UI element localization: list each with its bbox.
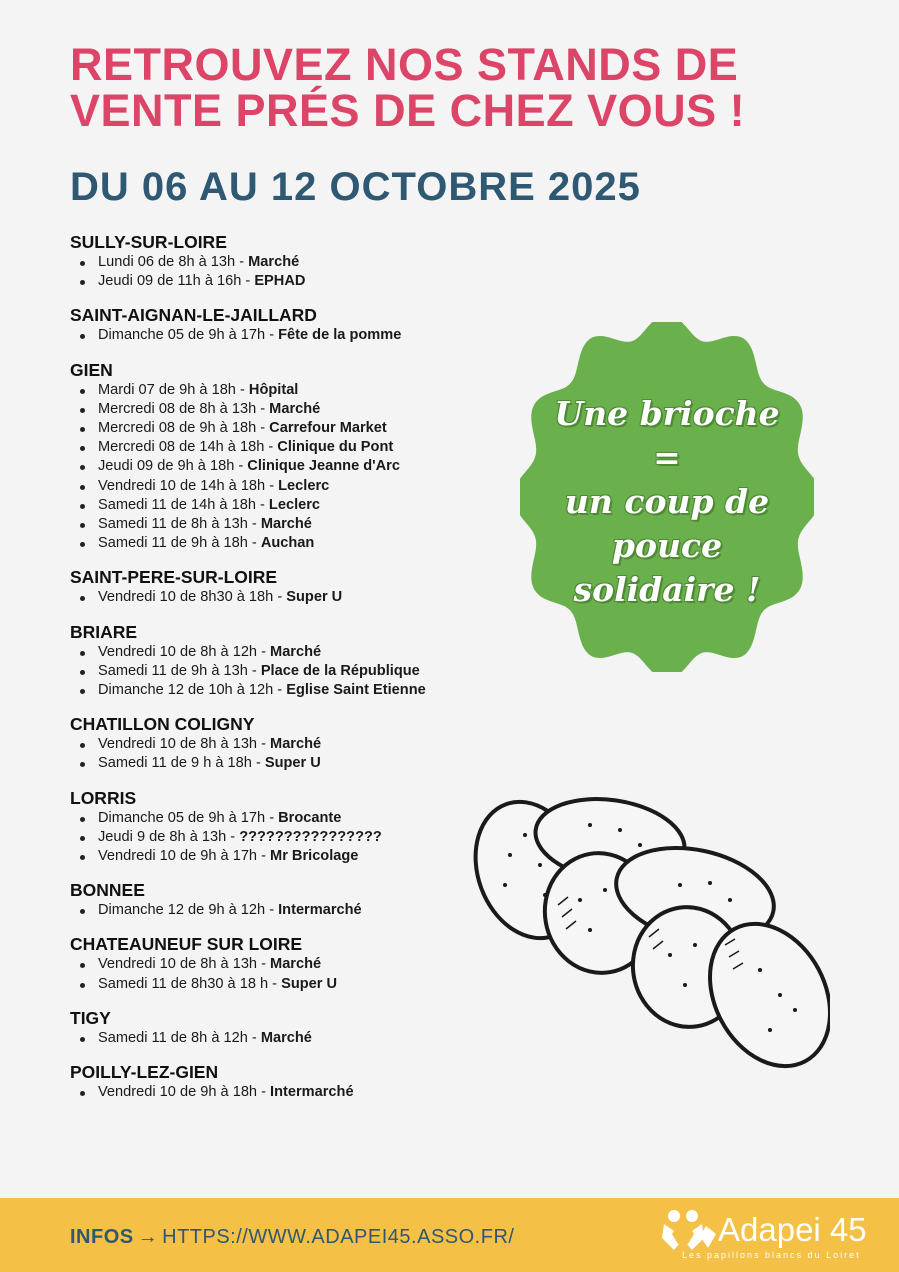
event-item — [70, 515, 500, 534]
event-item — [70, 828, 500, 847]
event-time: Vendredi 10 de 8h30 à 18h - — [98, 589, 287, 606]
website-link[interactable]: HTTPS://WWW.ADAPEI45.ASSO.FR/ — [162, 1226, 515, 1248]
event-item — [70, 400, 500, 419]
event-list — [70, 643, 500, 701]
event-item — [70, 847, 500, 866]
location-name: TIGY — [70, 1007, 111, 1028]
event-list — [70, 588, 500, 607]
event-venue: Clinique Jeanne d'Arc — [247, 458, 400, 475]
event-time: Vendredi 10 de 8h à 12h - — [98, 643, 271, 660]
event-venue: Marché — [260, 1029, 312, 1046]
location-name: CHATILLON COLIGNY — [70, 714, 255, 735]
locations-list — [70, 232, 500, 1116]
event-venue: Super U — [264, 755, 321, 772]
event-list — [70, 955, 500, 993]
event-venue: Place de la République — [260, 662, 420, 679]
location-name: SAINT-AIGNAN-LE-JAILLARD — [70, 305, 317, 326]
event-venue: Eglise Saint Etienne — [286, 682, 426, 699]
arrow-right-icon: → — [137, 1226, 159, 1248]
event-item — [70, 534, 500, 553]
title-line-1: RETROUVEZ NOS STANDS DE — [70, 39, 739, 90]
event-time: Samedi 11 de 8h30 à 18 h - — [98, 975, 282, 992]
event-venue: Intermarché — [278, 902, 362, 919]
event-venue: Marché — [270, 643, 322, 660]
location-section — [70, 232, 500, 291]
location-name: SULLY-SUR-LOIRE — [70, 232, 227, 252]
event-venue: Leclerc — [278, 477, 330, 494]
event-venue: Leclerc — [268, 496, 321, 513]
event-time: Samedi 11 de 14h à 18h - — [98, 496, 269, 513]
event-time: Vendredi 10 de 8h à 13h - — [98, 956, 271, 973]
event-item — [70, 735, 500, 754]
logo-tagline: Les papillons blancs du Loiret — [682, 1250, 861, 1260]
event-time: Vendredi 10 de 9h à 18h - — [98, 1084, 271, 1101]
event-item — [70, 381, 500, 400]
badge-line-2: = — [653, 438, 681, 477]
event-venue: Marché — [270, 736, 322, 753]
event-list — [70, 1083, 500, 1102]
badge-line-1: Une brioche — [554, 394, 780, 433]
badge-line-5: solidaire ! — [573, 570, 761, 609]
event-venue: Marché — [260, 516, 312, 533]
event-venue: EPHAD — [254, 273, 306, 290]
event-item — [70, 1029, 500, 1048]
badge-line-4: pouce — [611, 526, 723, 565]
location-name: LORRIS — [70, 787, 137, 808]
location-section — [70, 788, 500, 867]
location-section — [70, 1008, 500, 1048]
location-section — [70, 567, 500, 607]
footer-bar — [0, 1198, 899, 1272]
event-time: Samedi 11 de 8h à 13h - — [98, 516, 261, 533]
location-section — [70, 714, 500, 773]
event-item — [70, 643, 500, 662]
event-list — [70, 326, 500, 345]
event-list — [70, 1029, 500, 1048]
event-item — [70, 253, 500, 272]
event-time: Dimanche 05 de 9h à 17h - — [98, 809, 279, 826]
location-name: POILLY-LEZ-GIEN — [70, 1062, 219, 1083]
event-item — [70, 662, 500, 681]
logo-name: Adapei 45 — [718, 1211, 867, 1248]
event-time: Vendredi 10 de 14h à 18h - — [98, 477, 279, 494]
infos-line — [70, 1226, 514, 1249]
event-time: Jeudi 09 de 9h à 18h - — [98, 458, 248, 475]
infos-label: INFOS — [70, 1226, 134, 1248]
event-venue: Auchan — [260, 535, 315, 552]
event-time: Mercredi 08 de 9h à 18h - — [98, 420, 270, 437]
event-item — [70, 326, 500, 345]
event-list — [70, 809, 500, 867]
event-time: Dimanche 12 de 9h à 12h - — [98, 902, 279, 919]
location-name: GIEN — [70, 359, 113, 380]
event-venue: Marché — [270, 956, 322, 973]
braided-brioche-icon — [470, 795, 830, 1080]
location-section — [70, 360, 500, 554]
event-list — [70, 735, 500, 773]
title-line-2: VENTE PRÉS DE CHEZ VOUS ! — [70, 85, 746, 136]
event-venue: Marché — [269, 400, 321, 417]
event-list — [70, 253, 500, 291]
event-item — [70, 588, 500, 607]
event-time: Samedi 11 de 9h à 18h - — [98, 535, 261, 552]
event-item — [70, 901, 500, 920]
event-time: Mardi 07 de 9h à 18h - — [98, 381, 249, 398]
main-title — [70, 39, 870, 136]
event-time: Samedi 11 de 9h à 13h - — [98, 662, 261, 679]
event-time: Mercredi 08 de 14h à 18h - — [98, 439, 278, 456]
event-venue: Marché — [248, 254, 300, 270]
event-item — [70, 419, 500, 438]
event-time: Dimanche 12 de 10h à 12h - — [98, 682, 287, 699]
location-section — [70, 880, 500, 920]
event-item — [70, 681, 500, 700]
event-venue: Super U — [286, 589, 343, 606]
event-item — [70, 1083, 500, 1102]
location-name: CHATEAUNEUF SUR LOIRE — [70, 934, 303, 955]
event-item — [70, 496, 500, 515]
event-time: Samedi 11 de 9 h à 18h - — [98, 755, 265, 772]
event-venue: Carrefour Market — [269, 420, 387, 437]
event-time: Jeudi 09 de 11h à 16h - — [98, 273, 255, 290]
event-time: Jeudi 9 de 8h à 13h - — [98, 828, 240, 845]
event-time: Dimanche 05 de 9h à 17h - — [98, 327, 279, 344]
event-venue: Hôpital — [248, 381, 299, 398]
event-list — [70, 901, 500, 920]
event-venue: Fête de la pomme — [278, 327, 402, 344]
event-venue: ???????????????? — [239, 828, 382, 845]
event-time: Vendredi 10 de 8h à 13h - — [98, 736, 271, 753]
event-item — [70, 955, 500, 974]
location-section — [70, 305, 500, 345]
event-time: Samedi 11 de 8h à 12h - — [98, 1029, 261, 1046]
date-range: DU 06 AU 12 OCTOBRE 2025 — [70, 165, 641, 209]
location-name: BONNEE — [70, 880, 145, 901]
event-venue: Brocante — [278, 809, 342, 826]
adapei-logo — [660, 1206, 880, 1266]
event-item — [70, 272, 500, 291]
location-section — [70, 934, 500, 993]
event-item — [70, 457, 500, 476]
event-venue: Intermarché — [270, 1084, 354, 1101]
event-time: Mercredi 08 de 8h à 13h - — [98, 400, 270, 417]
event-list — [70, 381, 500, 554]
event-item — [70, 438, 500, 457]
location-name: SAINT-PERE-SUR-LOIRE — [70, 567, 278, 588]
event-venue: Mr Bricolage — [270, 848, 359, 865]
location-section — [70, 622, 500, 701]
event-venue: Super U — [281, 975, 338, 992]
badge-text — [520, 392, 814, 612]
location-section — [70, 1062, 500, 1102]
event-item — [70, 477, 500, 496]
event-time: Lundi 06 de 8h à 13h - — [98, 254, 249, 270]
event-time: Vendredi 10 de 9h à 17h - — [98, 848, 271, 865]
badge-line-3: un coup de — [564, 482, 770, 521]
event-item — [70, 975, 500, 994]
event-item — [70, 754, 500, 773]
location-name: BRIARE — [70, 621, 138, 642]
butterfly-logo-icon — [660, 1208, 718, 1252]
event-venue: Clinique du Pont — [277, 439, 394, 456]
event-item — [70, 809, 500, 828]
